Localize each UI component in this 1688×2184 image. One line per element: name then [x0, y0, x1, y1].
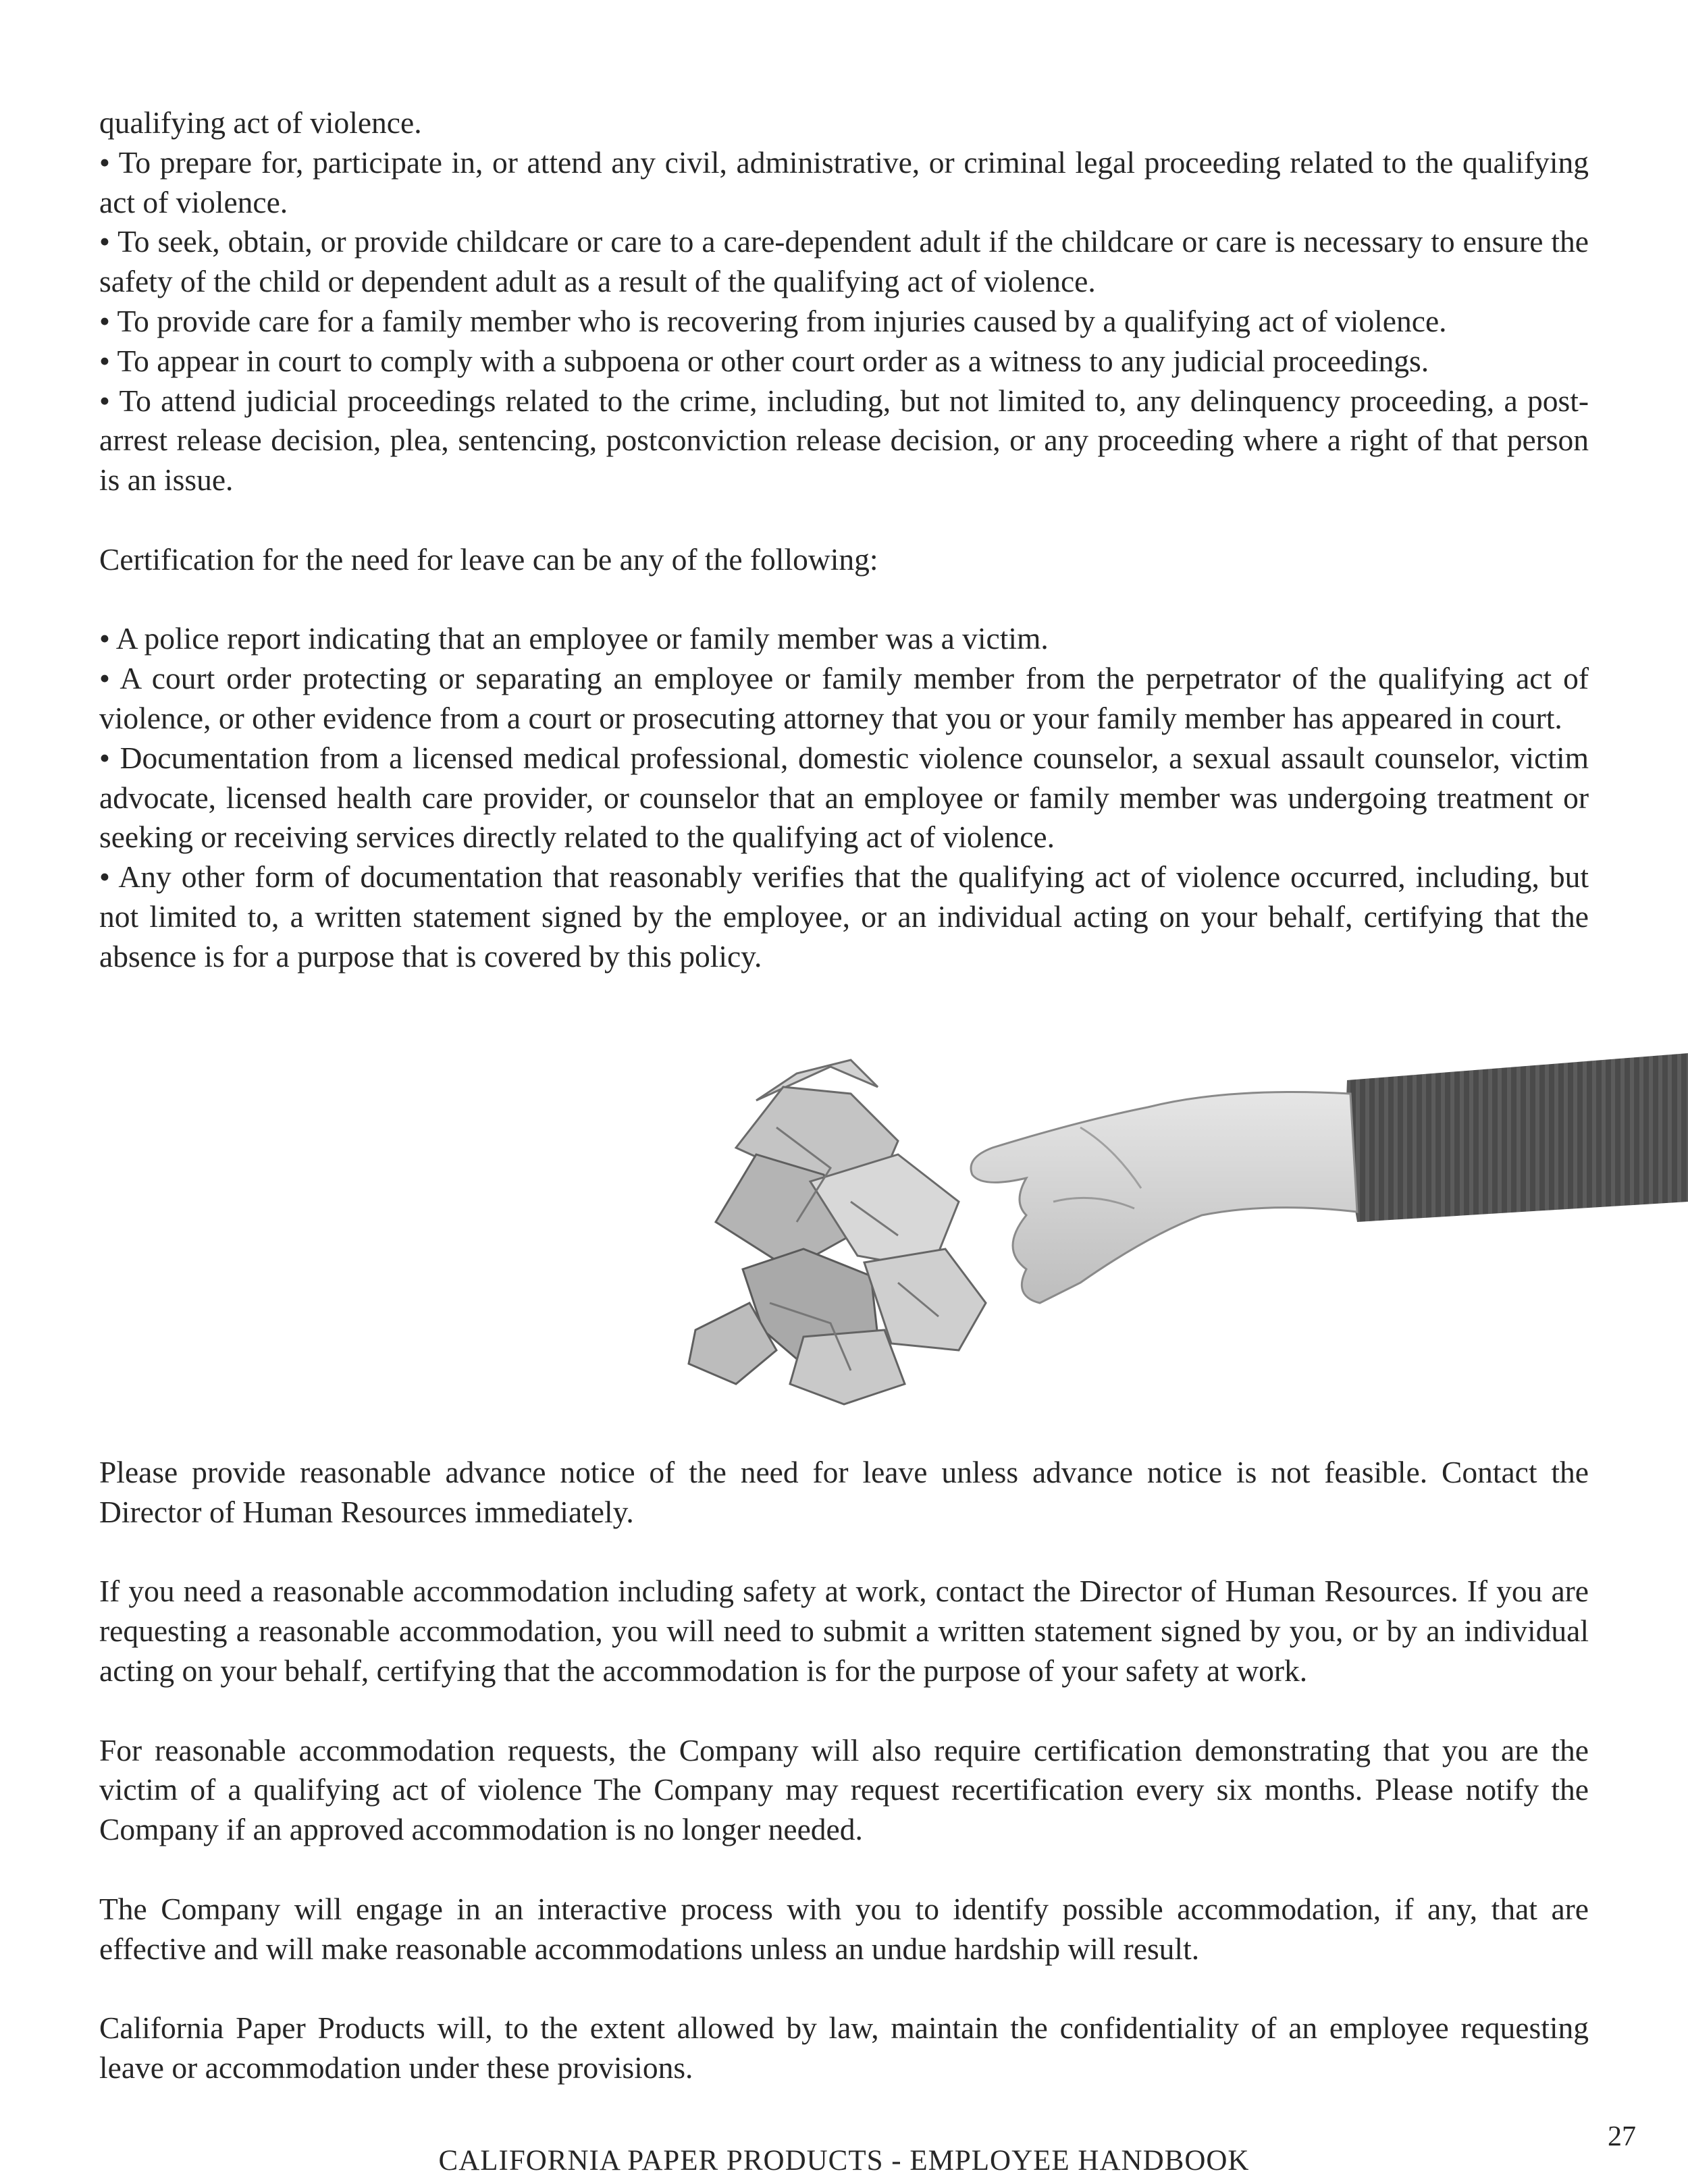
page-number: 27 [1608, 2121, 1636, 2152]
bullet-subpoena: • To appear in court to comply with a subpoena or other court order as a witness to any judicial proceedings. [99, 343, 1429, 378]
hand [971, 1092, 1357, 1304]
interactive-process-paragraph: The Company will engage in an interactive process with you to identify possible accommodation, if any, that are effective and will make reasonable accommodations unless an undue hardship will result. [99, 1891, 1589, 1966]
bullet-court-order: • A court order protecting or separating an employee or family member from the perpetrator of the qualifying act of violence, or other evidence from a court or prosecuting attorney that you or your family member has appeared in court. [99, 661, 1589, 735]
certification-intro: Certification for the need for leave can be any of the following: [99, 541, 878, 577]
bullet-police-report: • A police report indicating that an employee or family member was a victim. [99, 621, 1049, 656]
crumpled-paper-hand-image [675, 1046, 1688, 1411]
leave-purposes-section [99, 103, 1589, 977]
bullet-other-documentation: • Any other form of documentation that reasonably verifies that the qualifying act of violence occurred, including, but not limited to, a written statement signed by the employee, or an individual acting on your behalf, certifying that the absence is for a purpose that is covered by this policy. [99, 859, 1589, 974]
accommodation-paragraph: If you need a reasonable accommodation including safety at work, contact the Director of Human Resources. If you are requesting a reasonable accommodation, you will need to submit a written statement signed by you, or by an individual acting on your behalf, certifying that the accommodation is for the purpose of your safety at work. [99, 1574, 1589, 1688]
crumpled-paper [689, 1060, 986, 1404]
bullet-judicial-proceedings: • To attend judicial proceedings related to the crime, including, but not limited to, any delinquency proceeding, a post-arrest release decision, plea, sentencing, postconviction release decision, or any proceeding where a right of that person is an issue. [99, 383, 1589, 498]
bullet-childcare: • To seek, obtain, or provide childcare or care to a care-dependent adult if the childcare or care is necessary to ensure the safety of the child or dependent adult as a result of the qualifying act of violence. [99, 224, 1589, 299]
footer-title: CALIFORNIA PAPER PRODUCTS - EMPLOYEE HANDBOOK [438, 2145, 1250, 2177]
advance-notice-paragraph: Please provide reasonable advance notice of the need for leave unless advance notice is not feasible. Contact the Director of Human Resources immediately. [99, 1455, 1589, 1529]
recertification-paragraph: For reasonable accommodation requests, the Company will also require certification demonstrating that you are the victim of a qualifying act of violence The Company may request recertification every six months. Please notify the Company if an approved accommodation is no longer needed. [99, 1732, 1589, 1847]
sweater-sleeve [1346, 1053, 1688, 1222]
bullet-family-care: • To provide care for a family member who is recovering from injuries caused by a qualifying act of violence. [99, 303, 1447, 338]
bullet-legal-proceeding: • To prepare for, participate in, or attend any civil, administrative, or criminal legal proceeding related to the qualifying act of violence. [99, 144, 1589, 219]
accommodation-section [99, 1453, 1589, 2088]
bullet-documentation: • Documentation from a licensed medical professional, domestic violence counselor, a sexual assault counselor, victim advocate, licensed health care provider, or counselor that an employee or family member was undergoing treatment or seeking or receiving services directly related to the qualifying act of violence. [99, 740, 1589, 855]
paragraph-continuation: qualifying act of violence. [99, 105, 422, 140]
confidentiality-paragraph: California Paper Products will, to the extent allowed by law, maintain the confidentiality of an employee requesting leave or accommodation under these provisions. [99, 2010, 1589, 2085]
